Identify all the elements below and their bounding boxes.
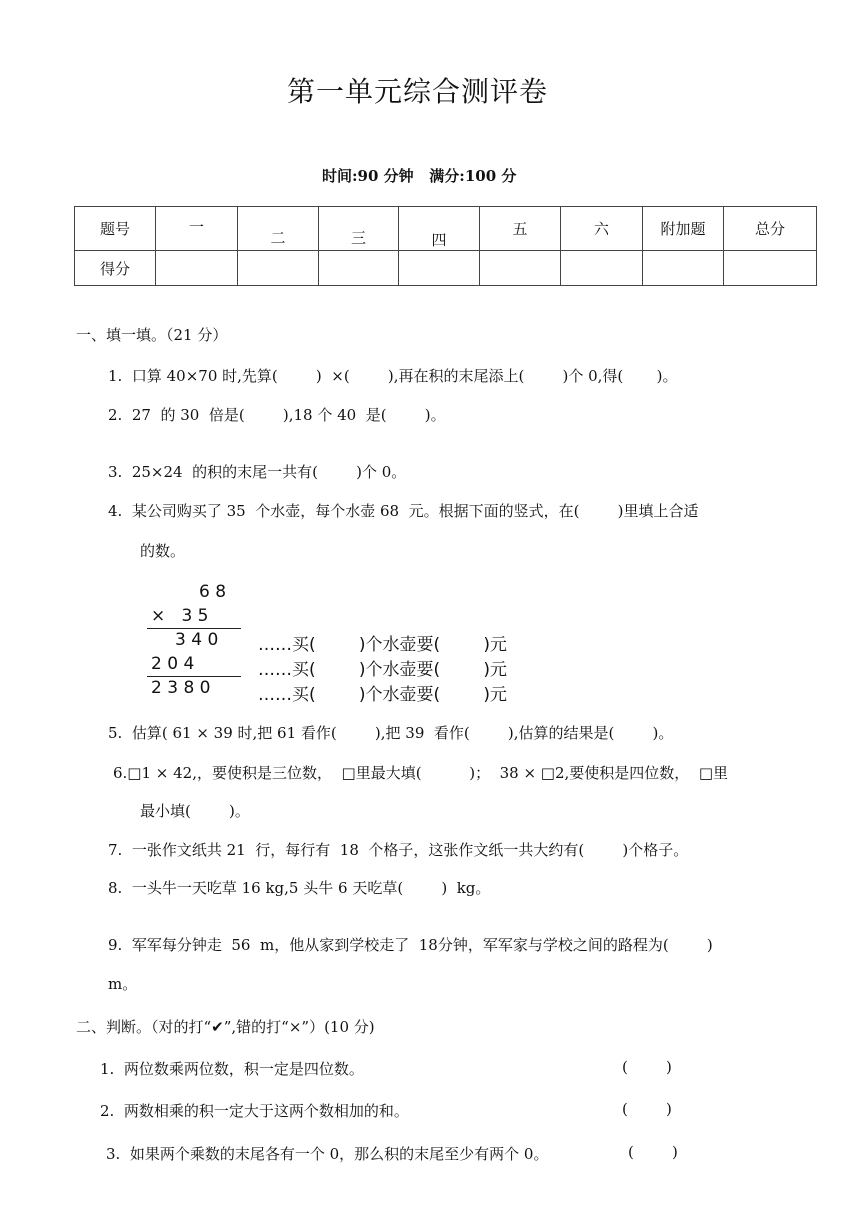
section-1-heading: 一、填一填。（21 分） [76,326,228,344]
exam-time-and-score: 时间:90 分钟 满分:100 分 [322,167,517,185]
question-8: 8. 一头牛一天吃草 16 kg,5 头牛 6 天吃草( ) kg。 [108,879,491,897]
vertical-row-product: 2 3 8 0 [151,678,211,698]
score-table [74,206,817,286]
question-9-line-1: 9. 军军每分钟走 56 m，他从家到学校走了 18分钟，军军家与学校之间的路程为( ) [108,936,713,954]
header-cell: 四 [399,207,480,251]
vertical-rule-2 [147,676,241,677]
page-title: 第一单元综合测评卷 [287,75,549,108]
question-9-line-2: m。 [108,975,138,993]
question-6-line-1: 6.□1 × 42,，要使积是三位数， □里最大填( )； 38 × □2,要使积是四位数， □里 [113,764,729,782]
vertical-row-partial-2: 2 0 4 [151,654,195,674]
vertical-row-partial-1: 3 4 0 [175,630,219,650]
vertical-note-1: ……买( )个水壶要( )元 [258,635,507,655]
score-cell[interactable] [319,251,399,286]
header-cell: 总分 [724,207,817,251]
question-5: 5. 估算( 61 × 39 时,把 61 看作( ),把 39 看作( ),估算的结果是( )。 [108,724,674,742]
judge-item-2-bracket[interactable]: ( ) [622,1100,672,1118]
header-cell: 三 [319,207,399,251]
header-cell: 五 [480,207,561,251]
row-label: 得分 [75,251,156,286]
section-2-heading: 二、判断。（对的打“✔”,错的打“×”）(10 分) [76,1018,375,1036]
question-4-line-2: 的数。 [140,542,186,560]
score-cell[interactable] [156,251,238,286]
score-cell[interactable] [238,251,319,286]
header-cell: 一 [156,207,238,251]
score-table-score-row [75,251,817,286]
judge-item-2: 2. 两数相乘的积一定大于这两个数相加的和。 [100,1102,409,1120]
judge-item-3-bracket[interactable]: ( ) [628,1143,678,1161]
question-2: 2. 27 的 30 倍是( ),18 个 40 是( )。 [108,406,446,424]
question-7: 7. 一张作文纸共 21 行，每行有 18 个格子，这张作文纸一共大约有( )个格子。 [108,841,689,859]
question-4-line-1: 4. 某公司购买了 35 个水壶，每个水壶 68 元。根据下面的竖式，在( )里填上合适 [108,502,699,520]
header-cell: 六 [561,207,643,251]
score-cell[interactable] [399,251,480,286]
header-cell: 附加题 [643,207,724,251]
judge-item-3: 3. 如果两个乘数的末尾各有一个 0，那么积的末尾至少有两个 0。 [106,1145,549,1163]
vertical-note-3: ……买( )个水壶要( )元 [258,685,507,705]
vertical-rule-1 [147,628,241,629]
vertical-note-2: ……买( )个水壶要( )元 [258,660,507,680]
vertical-row-multiplicand: 6 8 [199,582,227,602]
judge-item-1: 1. 两位数乘两位数，积一定是四位数。 [100,1060,364,1078]
vertical-row-multiplier: × 3 5 [151,606,209,626]
score-cell[interactable] [643,251,724,286]
question-1: 1. 口算 40×70 时,先算( ) ×( ),再在积的末尾添上( )个 0,得( )。 [108,367,678,385]
header-cell: 二 [238,207,319,251]
score-cell[interactable] [480,251,561,286]
question-6-line-2: 最小填( )。 [140,802,250,820]
score-cell[interactable] [561,251,643,286]
question-3: 3. 25×24 的积的末尾一共有( )个 0。 [108,463,407,481]
score-cell[interactable] [724,251,817,286]
judge-item-1-bracket[interactable]: ( ) [622,1058,672,1076]
score-table-header-row [75,207,817,251]
header-cell: 题号 [75,207,156,251]
